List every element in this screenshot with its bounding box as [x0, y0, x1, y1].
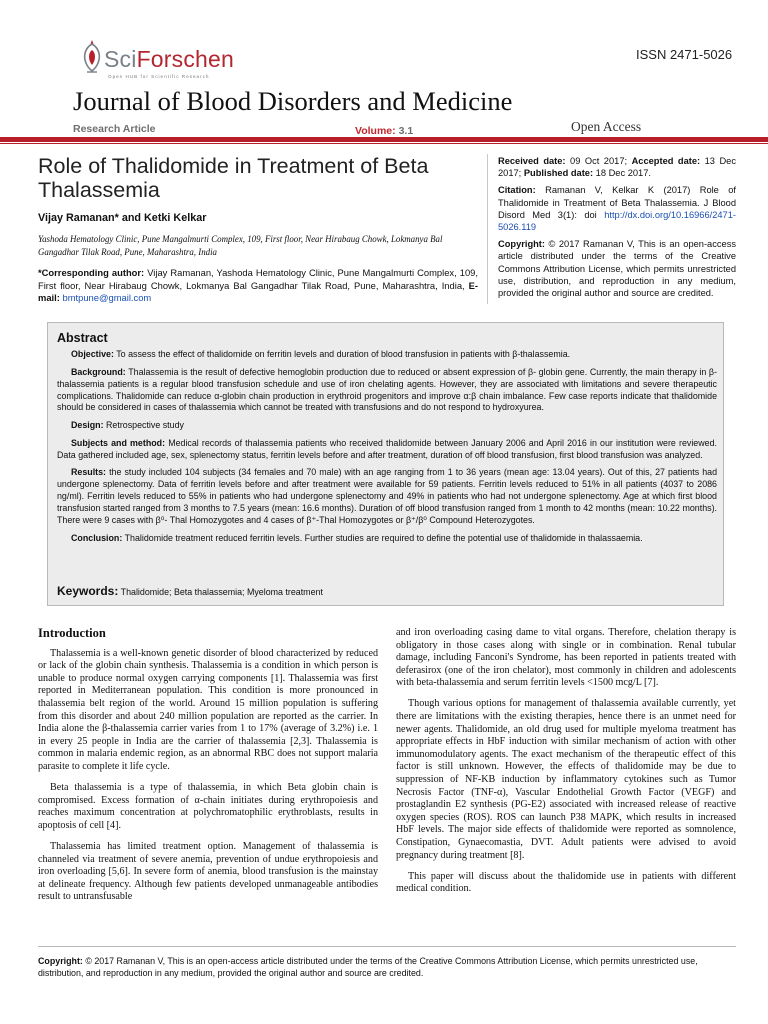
abstract-objective: Objective: To assess the effect of thalidomide on ferritin levels and duration of blood transfusion in patients with β-thalassemia.	[71, 349, 571, 359]
issn-number: ISSN 2471-5026	[636, 47, 733, 62]
footer-divider	[38, 946, 736, 947]
body-paragraph: Though various options for management of thalassemia available currently, yet there are limitations with the existing therapies, hence there is an unmet need for newer agents. Thalidomide, an old drug used for multiple myeloma treatment has appropriate effects in HbF induction with similar mechanism of action with other immunomodulatory agents. The exact mechanism of the therapeutic effect of this factor is still unknown. However, the effects of thalidomide may be due to suppression of NF-KB induction by inflammatory cytokines such as Tumor Necrosis Factor (TNF-α), Vascular Endothelial Growth Factor (VEGF) and prostaglandin E2 synthesis (PG-E2) associated with increased release of reactive oxygen species (ROS). ROS can launch P38 MAPK, which results in increased HbF levels. The major side effects of thalidomide were reported as somnolence, Constipation, Gynaecomastia, DVT. Adult patients were advised to avoid pregnancy during treatment [8].	[396, 698, 736, 861]
body-paragraph: This paper will discuss about the thalidomide use in patients with different medical condition.	[396, 870, 736, 895]
body-paragraph: Beta thalassemia is a type of thalassemia, in which Beta globin chain is compromised. Excess formation of α-chain initiates during erythropoiesis and reaches maximum concentration at polychromatophilic erythroblasts, results in apoptosis of cell [4].	[38, 782, 378, 831]
abstract-background: Background: Thalassemia is the result of defective hemoglobin production due to reduced or absent expression of β- globin gene. Currently, the main therapy in β-thalassemia patients is a regular blood transfusion schedule and use of iron chelating agents. However, they are associated with limitations and severe therapeutic complications. Thalidomide can reduce α-globin chain production in erythroid progenitors and improve α:β chain imbalance. Few case reports indicate that thalidomide should be considered in cases of thalassemia which cannot be treated with transfusions and do not respond to hydroxyurea.	[57, 366, 717, 413]
keywords	[57, 584, 323, 598]
sciforschen-logo-icon	[80, 38, 104, 78]
author-email-link[interactable]: bmtpune@gmail.com	[62, 292, 152, 304]
body-paragraph: and iron overloading casing dame to vital organs. Therefore, chelation therapy is obligatory in those cases along with single or in combination. Renal tubular damage, including Fanconi's Syndrome, has been reported in patients treated with deferasirox (one of the iron chelator), most commonly in children and adolescents with beta-thalassemia and serum ferritin levels <1500 mcg/L [7].	[396, 627, 736, 689]
abstract-conclusion: Conclusion: Thalidomide treatment reduced ferritin levels. Further studies are required to define the potential use of thalidomide in thalassaemia.	[71, 532, 643, 543]
abstract-box	[47, 322, 724, 606]
body-column-right	[396, 627, 736, 904]
citation-block: Citation: Ramanan V, Kelkar K (2017) Role of Thalidomide in Treatment of Beta Thalassemia. J Blood Disord Med 3(1): doi http://dx.doi.org/10.16966/2471-5026.119	[498, 185, 736, 233]
corresponding-label: *Corresponding author:	[38, 267, 145, 278]
abstract-heading: Abstract	[57, 331, 108, 345]
article-title: Role of Thalidomide in Treatment of Beta Thalassemia	[38, 154, 429, 202]
header-divider-thin	[0, 143, 768, 144]
corresponding-text: Vijay Ramanan, Yashoda Hematology Clinic, Pune Mangalmurti Complex, 109, First floor, Near Hirabaug Chowk, Lokmanya Bal Gangadhar Tilak Road, Pune, Maharashtra, India,	[38, 267, 478, 291]
abstract-design: Design: Retrospective study	[71, 420, 184, 431]
logo-tagline: Open HUB for Scientific Research	[108, 74, 210, 79]
logo-wordmark: SciForschen	[104, 46, 235, 72]
email-label: E-mail:	[38, 279, 478, 304]
abstract-results: Results: the study included 104 subjects (34 females and 70 male) with an age ranging from 1 to 36 years (mean age: 13.04 years). Out of this, 27 patients had undergone splenectomy. Data of ferritin levels before and after treatment were available for 59 patients. Ferritin levels reduced to 51% in all patients (4037 to 2086 ng/ml). Ferritin levels reduced to 55% in patients who had undergone splenectomy and 49% in patients who had not undergone splenectomy. Age at which first blood transfusion started ranged from 3 months to 7.5 years (mean: 16.6 months). Duration of off blood transfusion ranged from 1 month to 42 months (mean: 10.22 months). There were 9 cases with β⁰- Thal Homozygotes and 4 cases of β⁺-Thal Homozygotes or β⁺/β⁰ Compound Heterozygotes.	[57, 467, 718, 526]
keywords-label: Keywords:	[57, 584, 119, 598]
dates-block: Received date: 09 Oct 2017; Accepted date: 13 Dec 2017; Published date: 18 Dec 2017.	[498, 156, 736, 179]
abstract-body	[57, 349, 717, 550]
volume-number: 3.1	[398, 125, 414, 137]
copyright-block: Copyright: © 2017 Ramanan V, This is an open-access article distributed under the terms of the Creative Commons Attribution License, which permits unrestricted use, distribution, and reproduction in any medium, provided the original author and source are credited.	[498, 239, 736, 299]
doi-link[interactable]: http://dx.doi.org/10.16966/2471-5026.119	[498, 209, 736, 233]
corresponding-author	[38, 267, 478, 305]
footer-copyright-label: Copyright:	[38, 956, 83, 966]
footer-copyright-text: © 2017 Ramanan V, This is an open-access article distributed under the terms of the Creative Commons Attribution License, which permits unrestricted use, distribution, and reproduction in any medium, provided the original author and source are credited.	[38, 956, 698, 979]
header-divider	[0, 137, 768, 142]
article-type: Research Article	[73, 123, 156, 135]
footer-copyright	[38, 955, 736, 979]
publisher-logo[interactable]	[80, 38, 260, 82]
abstract-subjects: Subjects and method: Medical records of thalassemia patients who received thalidomide between January 2006 and April 2016 in our institution were reviewed. Data gathered included age, sex, splenectomy status, ferritin levels before and after treatment, duration of off blood transfusion, first blood transfusion was analyzed.	[57, 437, 717, 460]
journal-title: Journal of Blood Disorders and Medicine	[73, 86, 513, 116]
section-heading-introduction: Introduction	[38, 626, 106, 640]
body-paragraph: Thalassemia is a well-known genetic disorder of blood characterized by reduced or lack of the globin chain synthesis. Thalassemia is a condition in which person is unable to produce normal oxygen carrying components [1]. Thalassemia was first reported in Mediterranean population. This condition is more pronounced in thalassemia belt region of the world. Around 15 million population is suffering from this disorder and about 240 million population are reported as the carrier. In India alone the β-thalassemia carrier varies from 1 to 17% (average of 3.2%) i.e. 1 in every 25 people in India are the carrier of thalassemia [2,3]. Thalassemia is common in malaria endemic region, as an abnormal RBC does not support malaria parasite to complete it life cycle.	[38, 647, 378, 772]
article-info-panel	[498, 155, 736, 304]
volume-label: Volume: 3.1	[355, 125, 414, 137]
open-access-label: Open Access	[571, 119, 642, 134]
keywords-list: Thalidomide; Beta thalassemia; Myeloma treatment	[120, 587, 323, 597]
body-paragraph: Thalassemia has limited treatment option. Management of thalassemia is channeled via treatment of severe anemia, prevention of undue erythropoiesis and iron overloading [5,6]. In severe form of anemia, blood transfusion is the mainstay at delineate frequency. Although few patients developed unmanageable antibodies result to untransfusable	[38, 840, 378, 903]
article-authors: Vijay Ramanan* and Ketki Kelkar	[38, 212, 207, 224]
title-divider	[487, 154, 488, 304]
author-affiliation: Yashoda Hematology Clinic, Pune Mangalmurti Complex, 109, First floor, Near Hirabaug Chowk, Lokmanya Bal Gangadhar Tilak Road, Pune, Maharashtra, India	[38, 234, 443, 257]
body-column-left	[38, 627, 378, 912]
